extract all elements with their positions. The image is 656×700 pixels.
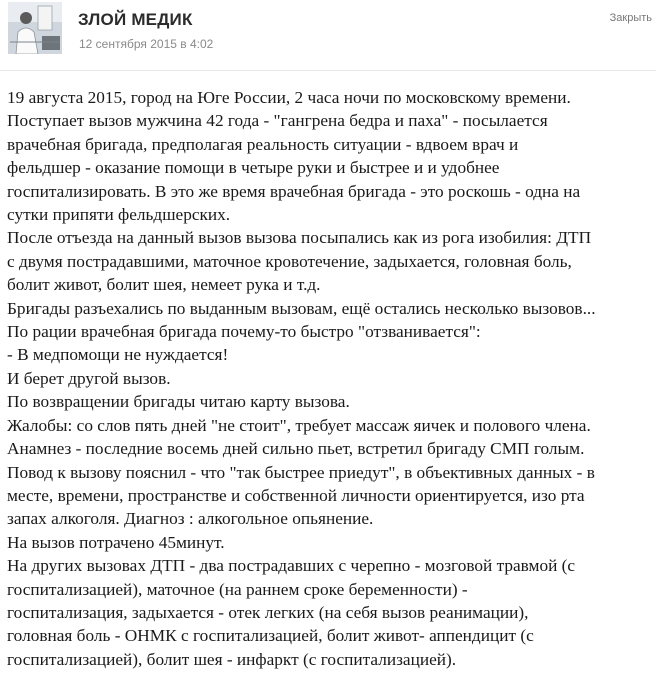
post-text-line: госпитализацией), болит шея - инфаркт (с госпитализацией). — [7, 649, 457, 669]
post-text-line: После отъезда на данный вызов вызова посыпались как из рога изобилия: ДТП — [7, 228, 592, 248]
post-text-line: госпитализировать. В это же время врачебная бригада - это роскошь - одна на — [7, 181, 581, 201]
post-text-line: головная боль - ОНМК с госпитализацией, болит живот- аппендицит (с — [7, 626, 534, 646]
post-text-line: госпитализация, задыхается - отек легких (на себя вызов реанимации), — [7, 602, 529, 622]
post-text-line: 19 августа 2015, город на Юге России, 2 часа ночи по московскому времени. — [7, 88, 571, 107]
post-text-line: врачебная бригада, предполагая реальность ситуации - вдвоем врач и — [7, 134, 519, 154]
post-text-line: с двумя пострадавшими, маточное кровотечение, задыхается, головная боль, — [7, 251, 572, 271]
post-text-line: госпитализацией), маточное (на раннем сроке беременности) - — [7, 579, 468, 599]
post-text-line: болит живот, болит шея, немеет рука и т.д. — [7, 275, 321, 295]
doctor-photo-icon — [8, 2, 62, 54]
post-text-line: По возвращении бригады читаю карту вызова. — [7, 392, 350, 412]
post-text-line: И берет другой вызов. — [7, 368, 171, 388]
post-header — [0, 0, 656, 71]
post-date[interactable]: 12 сентября 2015 в 4:02 — [79, 37, 214, 51]
post-text-line: Повод к вызову пояснил - что "так быстрее приедут", в объективных данных - в — [7, 462, 595, 482]
post-text-line: Поступает вызов мужчина 42 года - "гангрена бедра и паха" - посылается — [7, 111, 548, 131]
post-text-line: Жалобы: со слов пять дней "не стоит", требует массаж яичек и полового члена. — [7, 415, 591, 435]
avatar[interactable] — [8, 2, 62, 54]
post-text-line: сутки припяти фельдшерских. — [7, 205, 231, 225]
post-text-line: По рации врачебная бригада почему-то быстро "отзванивается": — [7, 322, 481, 342]
post-text-line: - В медпомощи не нуждается! — [7, 345, 229, 365]
post-text-line: На вызов потрачено 45минут. — [7, 532, 225, 552]
post-text-line: месте, времени, пространстве и собственной личности ориентируется, изо рта — [7, 485, 585, 505]
author-name[interactable]: ЗЛОЙ МЕДИК — [78, 10, 193, 29]
post-text-line: фельдшер - оказание помощи в четыре руки и быстрее и и удобнее — [7, 158, 500, 178]
close-button[interactable]: Закрыть — [609, 12, 652, 24]
post-body — [7, 86, 652, 671]
post-text-line: запах алкоголя. Диагноз : алкогольное опьянение. — [7, 509, 374, 529]
post-text-line: Бригады разъехались по выданным вызовам, ещё остались несколько вызовов... — [7, 298, 596, 318]
post-text-line: Анамнез - последние восемь дней сильно пьет, встретил бригаду СМП голым. — [7, 439, 585, 459]
post-text-line: На других вызовах ДТП - два пострадавших с черепно - мозговой травмой (с — [7, 556, 576, 576]
